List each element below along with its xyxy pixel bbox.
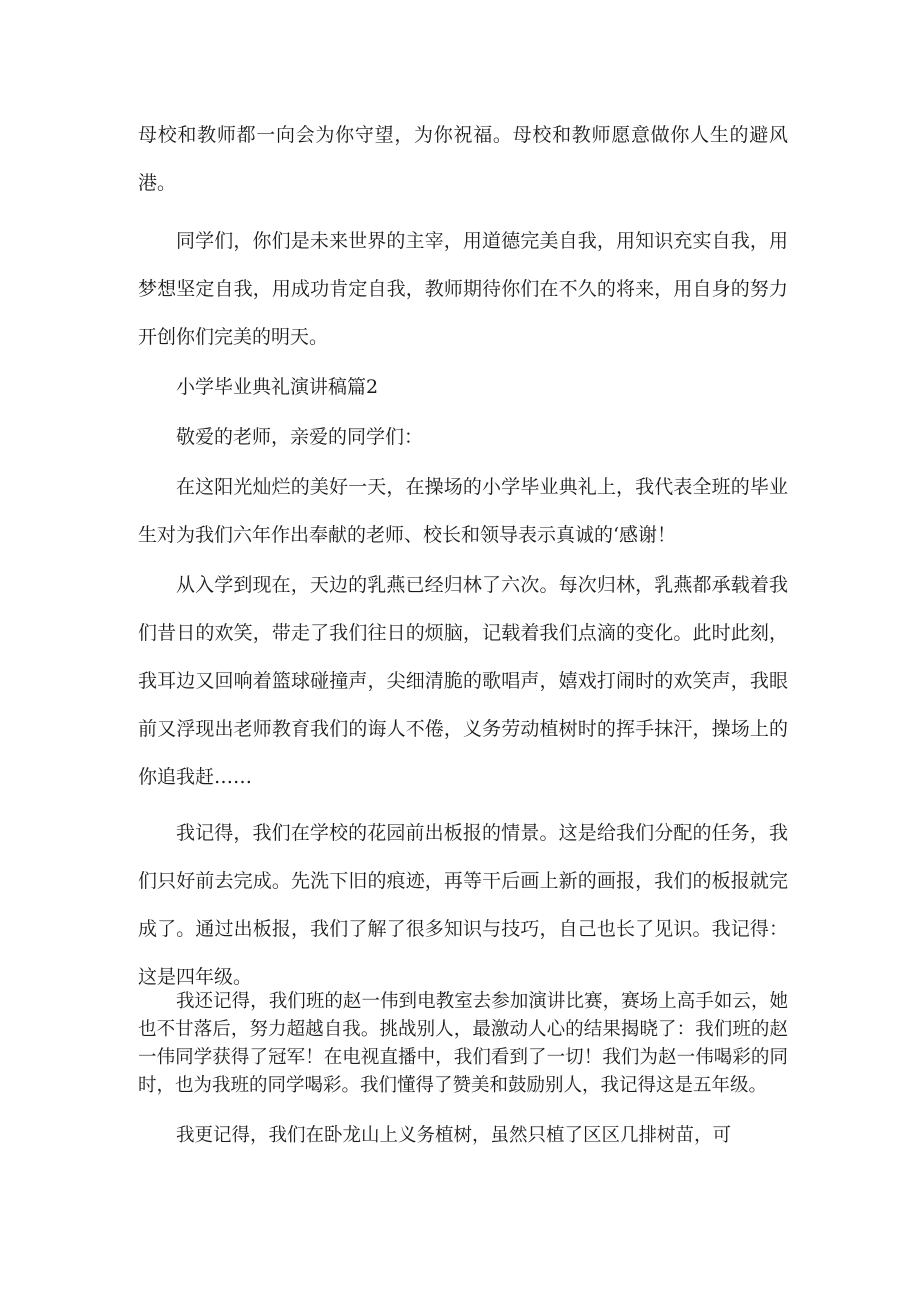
paragraph: 我更记得，我们在卧龙山上义务植树，虽然只植了区区几排树苗，可 bbox=[176, 1125, 732, 1146]
salutation: 敬爱的老师，亲爱的同学们： bbox=[176, 426, 424, 448]
paragraph: 我记得，我们在学校的花园前出板报的情景。这是给我们分配的任务，我们只好前去完成。先洗下旧的痕迹，再等干后画上新的画报，我们的板报就完成了。通过出板报，我们了解了很多知识与技巧，自己也长了见识。我记得：这是四年级。 bbox=[138, 822, 788, 988]
paragraph: 从入学到现在，天边的乳燕已经归林了六次。每次归林，乳燕都承载着我们昔日的欢笑，带走了我们往日的烦脑，记载着我们点滴的变化。此时此刻，我耳边又回响着篮球碰撞声，尖细清脆的歌唱声，嬉戏打闹时的欢笑声，我眼前又浮现出老师教育我们的诲人不倦，义务劳动植树时的挥手抹汗，操场上的你追我赶…… bbox=[138, 574, 788, 788]
paragraph: 同学们，你们是未来世界的主宰，用道德完美自我，用知识充实自我，用梦想坚定自我，用成功肯定自我，教师期待你们在不久的将来，用自身的努力开创你们完美的明天。 bbox=[138, 230, 788, 348]
section-heading: 小学毕业典礼演讲稿篇2 bbox=[176, 376, 379, 398]
paragraph: 在这阳光灿烂的美好一天，在操场的小学毕业典礼上，我代表全班的毕业生对为我们六年作出奉献的老师、校长和领导表示真诚的‘感谢！ bbox=[138, 476, 788, 546]
document-body-top bbox=[138, 111, 788, 1001]
paragraph: 我还记得，我们班的赵一伟到电教室去参加演讲比赛，赛场上高手如云，她也不甘落后，努力超越自我。挑战别人，最激动人心的结果揭晓了：我们班的赵一伟同学获得了冠军！在电视直播中，我们看到了一切！我们为赵一伟喝彩的同时，也为我班的同学喝彩。我们懂得了赞美和鼓励别人，我记得这是五年级。 bbox=[138, 991, 788, 1096]
paragraph-continuation: 母校和教师都一向会为你守望，为你祝福。母校和教师愿意做你人生的避风港。 bbox=[138, 124, 788, 194]
document-body-bottom bbox=[138, 988, 788, 1150]
